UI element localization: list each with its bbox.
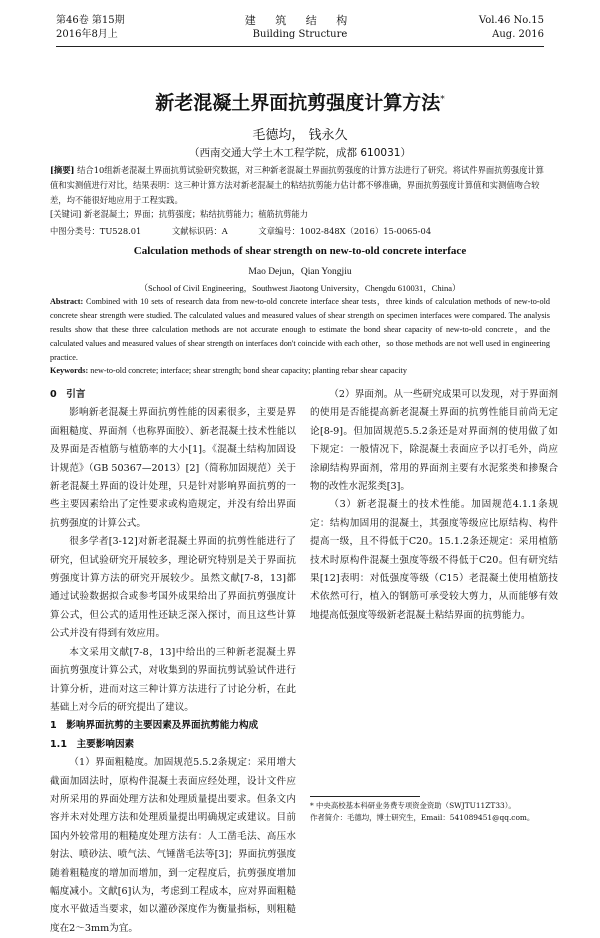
section-1-heading: 1 影响界面抗剪的主要因素及界面抗剪能力构成	[50, 720, 259, 732]
keywords-cn	[50, 208, 550, 220]
title-footnote-mark: *	[440, 94, 445, 105]
header-right	[479, 14, 544, 42]
volume-en: Vol.46 No.15	[478, 15, 544, 26]
abstract-en-label: Abstract:	[50, 297, 84, 306]
paragraph-6: （3）新老混凝土的技术性能。加固规范4.1.1条规定：结构加固用的混凝土，其强度等级应比原结构、构件提高一级，且不得低于C20。15.1.2条还规定：采用植筋技术时原构件混凝土强度等级不得低于C20。但有研究结果[12]表明：对低强度等级（C15）老混凝土使用植筋技术依然可行，植入的钢筋可承受较大剪力，从而能够有效地提高低强度等级新老混凝土粘结界面的抗剪能力。	[310, 499, 558, 621]
article-number: 文章编号：1002-848X（2016）15-0065-04	[258, 226, 432, 236]
header-divider	[56, 46, 544, 47]
date-cn: 2016年8月上	[56, 29, 118, 40]
document-code: 文献标识码：A	[171, 226, 228, 236]
body-column-left	[50, 386, 296, 938]
footnote-divider	[310, 796, 420, 797]
paragraph-5: （2）界面剂。从一些研究成果可以发现，对于界面剂的使用是否能提高新老混凝土界面的抗剪性能目前尚无定论[8-9]。但加固规范5.5.2条还是对界面剂的使用做了如下规定：一般情况下，除混凝土表面应予以打毛外，尚应涂刷结构界面剂，常用的界面剂主要有水泥浆类和掺聚合物的改性水泥浆类[3]。	[310, 389, 558, 493]
keywords-cn-text: 新老混凝土；界面；抗剪强度；粘结抗剪能力；植筋抗剪能力	[84, 209, 309, 219]
author-note: 作者简介：毛德均，博士研究生，Email：541089451@qq.com。	[310, 813, 535, 822]
paragraph-4: （1）界面粗糙度。加固规范5.5.2条规定：采用增大截面加固法时，原构件混凝土表面应经处理，设计文件应对所采用的界面处理方法和处理质量提出要求。但条文内容并未对处理方法和处理质量提出明确规定或建议。目前国内外较常用的粗糙度处理方法有：人工凿毛法、高压水射法、喷砂法、喷气法、气锤凿毛法等[3]；界面抗剪强度随着粗糙度的增加而增加，到一定程度后，抗剪强度增加幅度减小。文献[6]认为，考虑到工程成本，应对界面粗糙度水平做适当要求，如以灌砂深度作为衡量指标，则粗糙度在2～3mm为宜。	[50, 757, 296, 934]
english-authors: Mao Dejun，Qian Yongjiu	[248, 267, 352, 277]
clc-number: 中图分类号：TU528.01	[50, 226, 142, 236]
abstract-en	[50, 295, 550, 365]
keywords-cn-label: [关键词]	[50, 209, 82, 219]
date-en: Aug. 2016	[492, 29, 544, 40]
journal-name-en: Building Structure	[252, 29, 348, 40]
paper-title-text: 新老混凝土界面抗剪强度计算方法	[155, 92, 441, 114]
affiliation: （西南交通大学土木工程学院，成都 610031）	[189, 147, 411, 159]
english-title: Calculation methods of shear strength on new-to-old concrete interface	[133, 245, 467, 257]
section-0-heading: 0 引言	[50, 389, 86, 400]
abstract-en-text: Combined with 10 sets of research data from new-to-old concrete interface shear tests，three kinds of calculation methods of new-to-old concrete shear strength were studied. The calculated values and measured values of shear strength on specimen interfaces were compared. The analysis results show that these three calculation methods are not accurate enough to estimate the bond shear capacity of new-to-old concrete，and the calculated values and measured values of shear strength on interfaces don't coincide with each other，so those methods are not well used in engineering practice.	[50, 297, 551, 362]
funding-note: * 中央高校基本科研业务费专项资金资助（SWJTU11ZT33）。	[310, 801, 516, 810]
paper-title	[0, 88, 600, 115]
abstract-cn	[50, 163, 550, 208]
abstract-cn-text: 结合10组新老混凝土界面抗剪试验研究数据，对三种新老混凝土界面抗剪强度的计算方法进行了研究。将试件界面抗剪强度计算值和实测值进行对比，结果表明：这三种计算方法对新老混凝土的粘结抗剪能力估计都不够准确，界面抗剪强度计算值和实测值吻合较差，均不能很好地应用于工程实践。	[50, 165, 544, 205]
paragraph-1: 影响新老混凝土界面抗剪性能的因素很多，主要是界面粗糙度、界面剂（也称界面胶）、新老混凝土技术性能以及界面是否植筋与植筋率的大小[1]。《混凝土结构加固设计规范》（GB 50367—2013）[2]（简称加固规范）关于新老混凝土界面的设计处理，只是针对影响界面抗剪的一些主要因素给出了定性要求或构造规定，并没有给出界面抗剪强度的计算公式。	[50, 407, 296, 529]
keywords-en-text: new-to-old concrete; interface; shear strength; bond shear capacity; planting rebar shear capacity	[90, 366, 407, 375]
body-column-right	[310, 386, 558, 625]
classification-line	[50, 225, 550, 237]
section-1-1-heading: 1.1 主要影响因素	[50, 738, 135, 750]
paragraph-2: 很多学者[3-12]对新老混凝土界面的抗剪性能进行了研究，但试验研究开展较多，理论研究特别是关于界面抗剪强度计算方法的研究开展较少。虽然文献[7-8，13]都通过试验数据拟合或参考国外成果给出了界面抗剪强度计算公式，但公式的适用性还缺乏深入探讨，而且这些计算公式并没有得到有效应用。	[50, 536, 296, 640]
keywords-en-label: Keywords:	[50, 366, 89, 375]
paragraph-3: 本文采用文献[7-8，13]中给出的三种新老混凝土界面抗剪强度计算公式，对收集到的界面抗剪试验试件进行计算分析，进而对这三种计算方法进行了讨论分析，在此基础上对今后的研究提出了建议。	[50, 646, 296, 713]
authors: 毛德均， 钱永久	[252, 128, 348, 143]
footnote	[310, 800, 560, 824]
journal-name-cn: 建 筑 结 构	[244, 14, 356, 27]
english-affiliation: （School of Civil Engineering，Southwest Jiaotong University，Chengdu 610031，China）	[139, 283, 461, 293]
volume-cn: 第46卷 第15期	[56, 15, 125, 26]
abstract-cn-label: [摘要]	[50, 165, 75, 175]
keywords-en	[50, 366, 550, 375]
header-center	[56, 14, 544, 42]
